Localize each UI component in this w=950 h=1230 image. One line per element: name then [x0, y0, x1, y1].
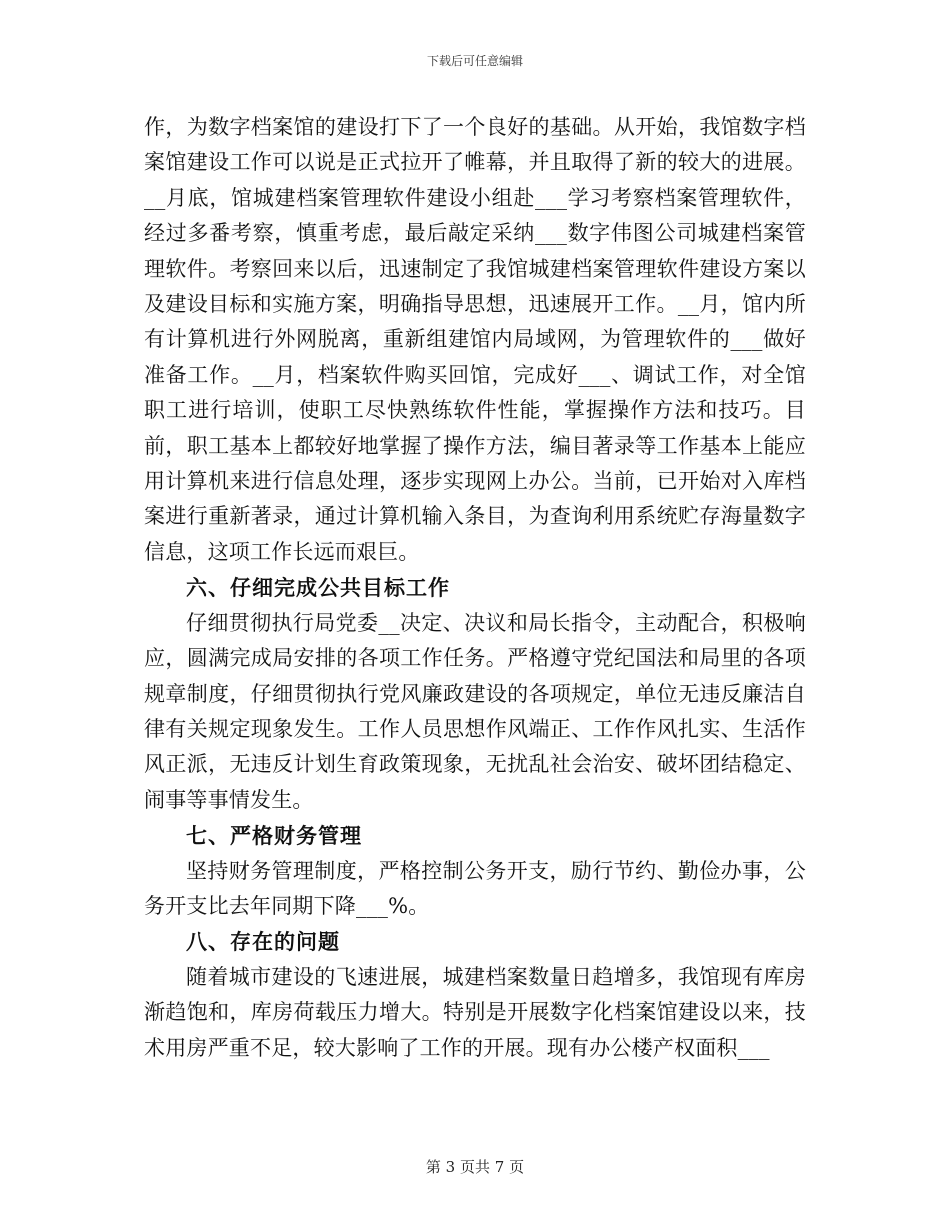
page-header: 下载后可任意编辑 [426, 54, 523, 68]
section-heading-7: 七、严格财务管理 [186, 823, 362, 849]
section-heading-8: 八、存在的问题 [186, 929, 340, 955]
paragraph-section-7: 坚持财务管理制度，严格控制公务开支，励行节约、勤俭办事，公务开支比去年同期下降___%。 [144, 858, 806, 918]
paragraph-section-8: 随着城市建设的飞速进展，城建档案数量日趋增多，我馆现有库房渐趋饱和，库房荷载压力增大。特别是开展数字化档案馆建设以来，技术用房严重不足，较大影响了工作的开展。现有办公楼产权面积___ [144, 964, 806, 1060]
section-heading-6: 六、仔细完成公共目标工作 [186, 575, 450, 601]
page-footer: 第 3 页共 7 页 [425, 1158, 525, 1176]
document-body [144, 110, 806, 1066]
paragraph-section-6: 仔细贯彻执行局党委__决定、决议和局长指令，主动配合，积极响应，圆满完成局安排的各项工作任务。严格遵守党纪国法和局里的各项规章制度，仔细贯彻执行党风廉政建设的各项规定，单位无违反廉洁自律有关规定现象发生。工作人员思想作风端正、工作作风扎实、生活作风正派，无违反计划生育政策现象，无扰乱社会治安、破坏团结稳定、闹事等事情发生。 [144, 610, 806, 812]
paragraph-continuation: 作，为数字档案馆的建设打下了一个良好的基础。从开始，我馆数字档案馆建设工作可以说是正式拉开了帷幕，并且取得了新的较大的进展。__月底，馆城建档案管理软件建设小组赴___学习考察档案管理软件，经过多番考察，慎重考虑，最后敲定采纳___数字伟图公司城建档案管理软件。考察回来以后，迅速制定了我馆城建档案管理软件建设方案以及建设目标和实施方案，明确指导思想，迅速展开工作。__月，馆内所有计算机进行外网脱离，重新组建馆内局域网，为管理软件的___做好准备工作。__月，档案软件购买回馆，完成好___、调试工作，对全馆职工进行培训，使职工尽快熟练软件性能，掌握操作方法和技巧。目前，职工基本上都较好地掌握了操作方法，编目著录等工作基本上能应用计算机来进行信息处理，逐步实现网上办公。当前，已开始对入库档案进行重新著录，通过计算机输入条目，为查询利用系统贮存海量数字信息，这项工作长远而艰巨。 [144, 115, 806, 564]
